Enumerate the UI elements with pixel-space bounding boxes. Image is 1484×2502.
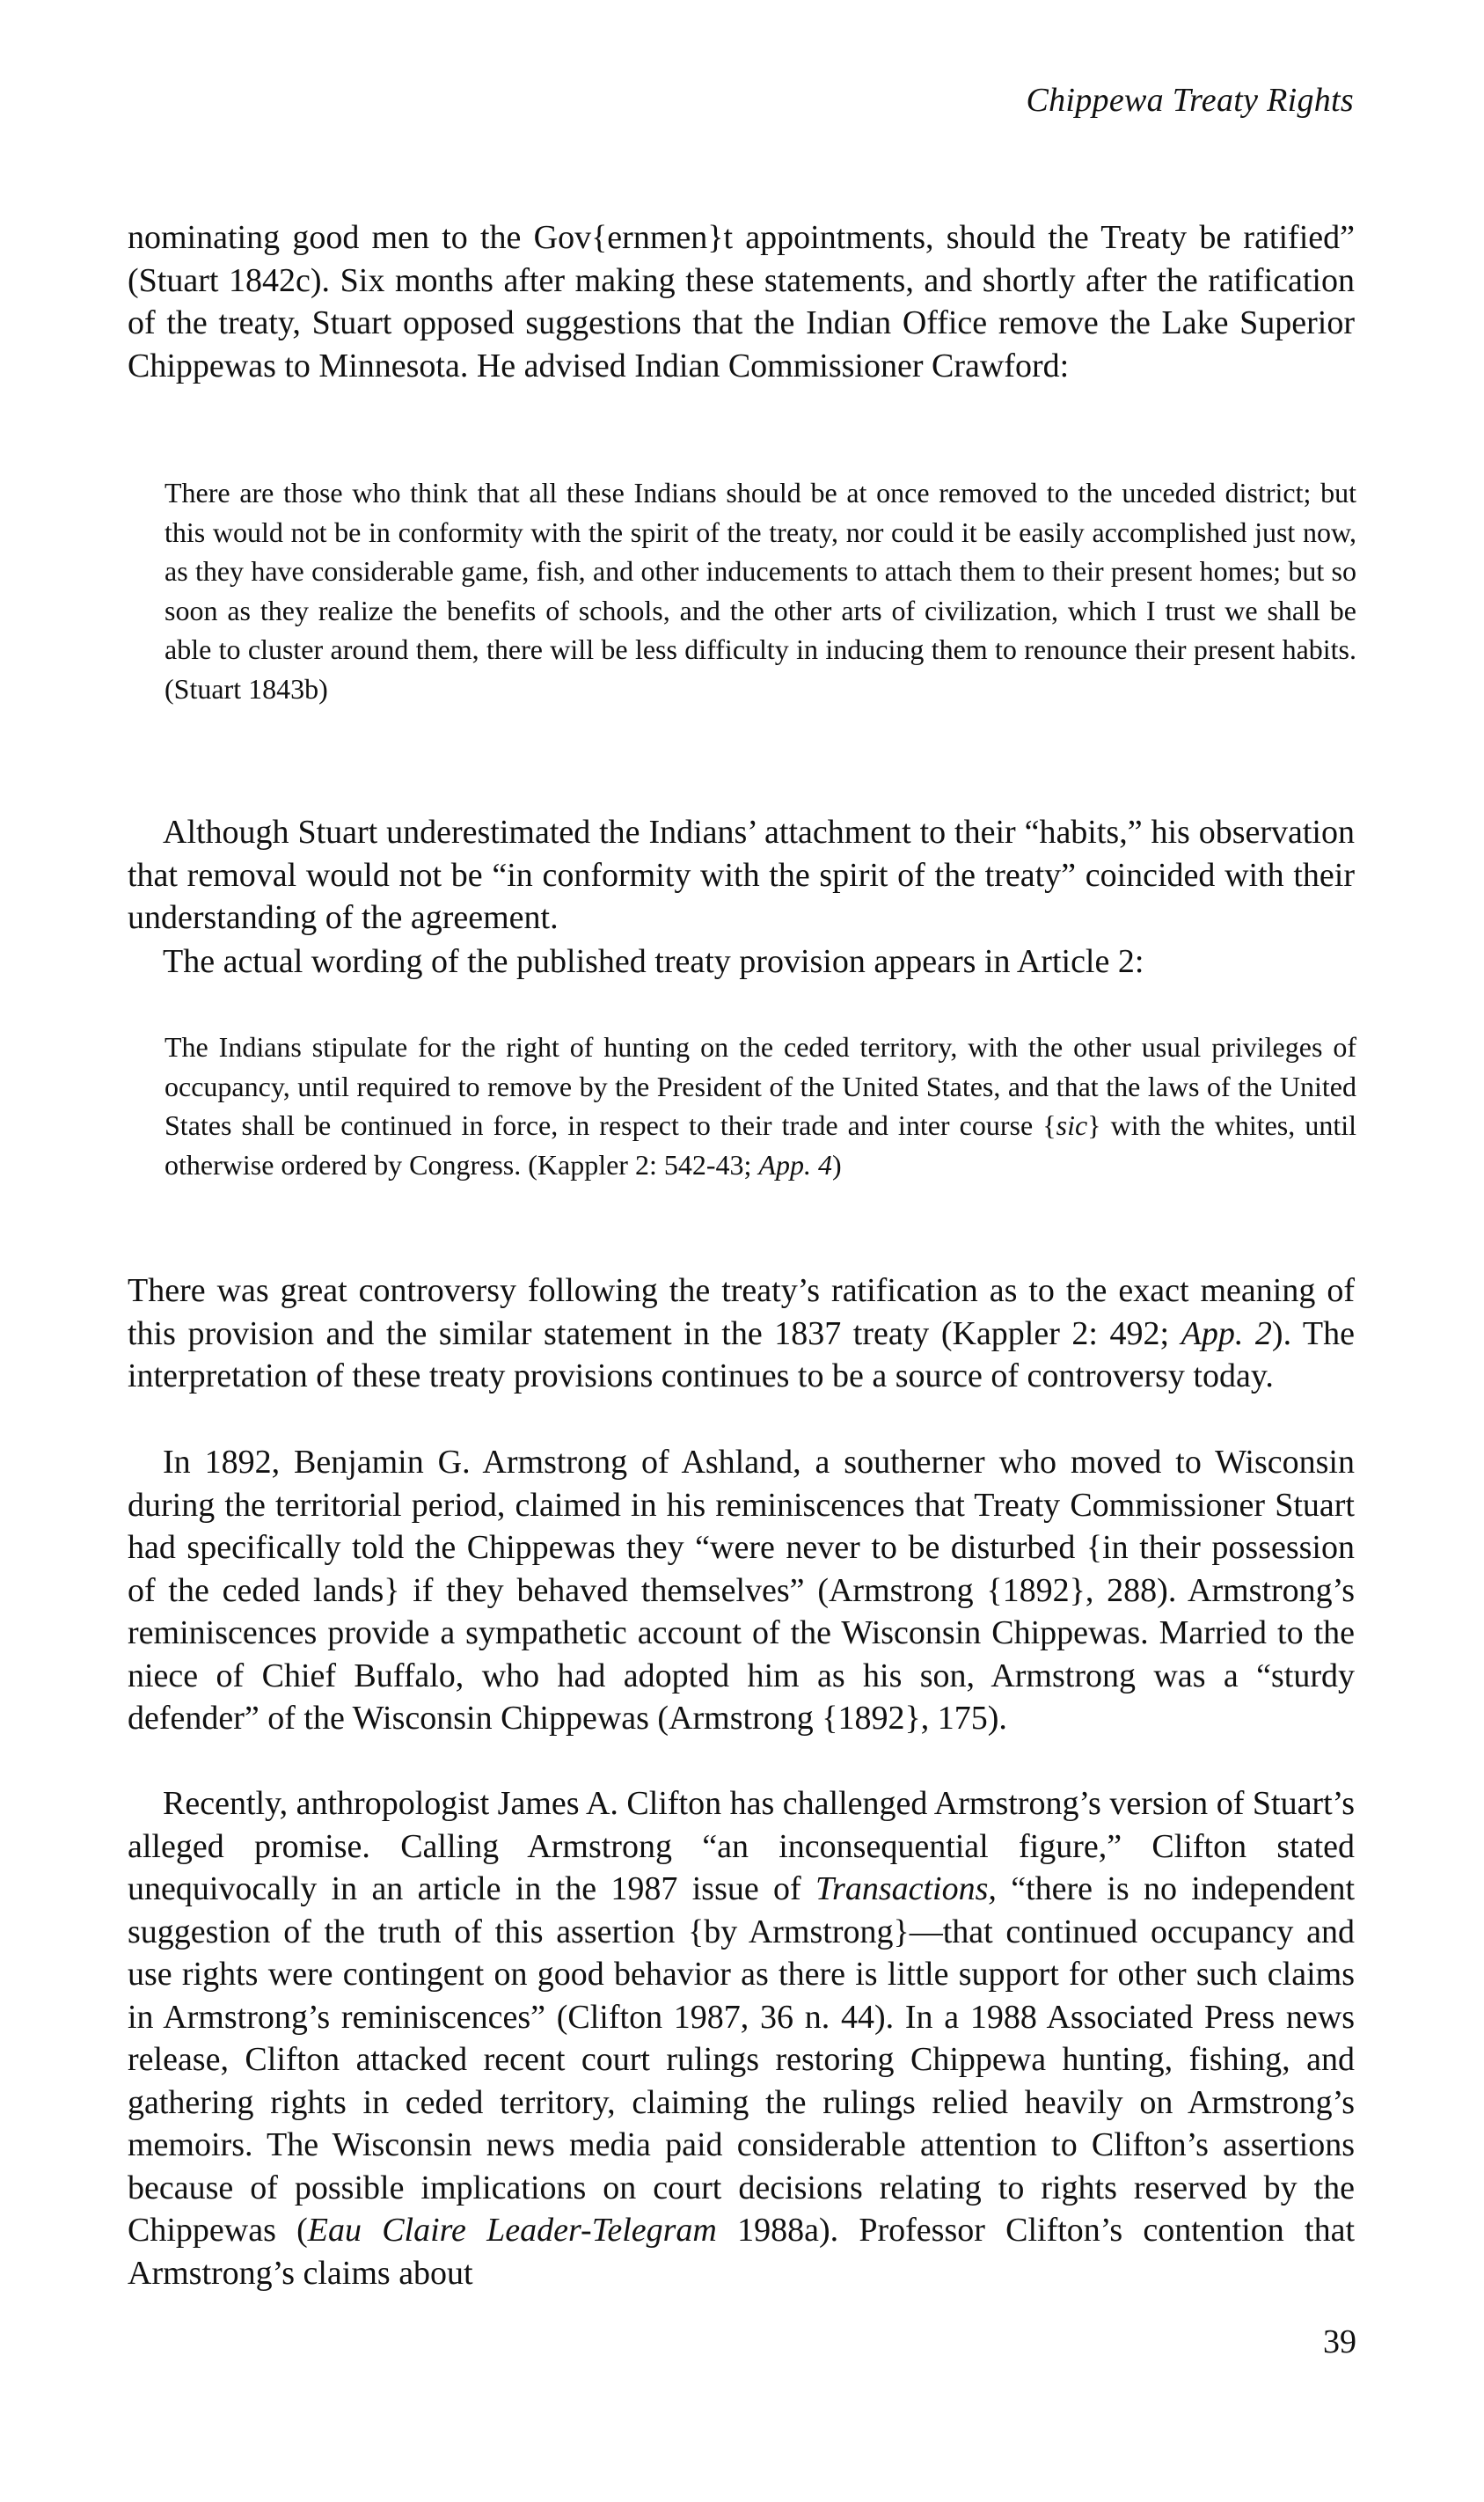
body-paragraph-1 xyxy=(128,216,1355,387)
quote-text: The Indians stipulate for the right of hunting on the ceded territory, with the other usual privileges of occupancy, until required to remove by the President of the United States, and that the laws of the United States shall be continued in force, in respect to their trade and inter course { xyxy=(164,1031,1356,1141)
journal-title: Transactions, xyxy=(815,1870,997,1907)
body-paragraph-6 xyxy=(128,1782,1355,2294)
newspaper-title: Eau Claire Leader-Telegram xyxy=(307,2212,717,2249)
paragraph-text: The actual wording of the published treaty provision appears in Article 2: xyxy=(163,943,1144,980)
running-head: Chippewa Treaty Rights xyxy=(1026,82,1354,119)
paragraph-text: nominating good men to the Gov{ernmen}t appointments, should the Treaty be ratified” (Stuart 1842c). Six months after making these statements, and shortly after the ratification of the treaty, Stuart opposed suggestions that the Indian Office remove the Lake Superior Chippewas to Minnesota. He advised Indian Commissioner Crawford: xyxy=(128,219,1355,384)
paragraph-text-part: ). The interpretation of these treaty provisions continues to be a source of controversy today. xyxy=(128,1314,1356,1394)
block-quote-stuart: There are those who think that all these Indians should be at once removed to the unceded district; but this would not be in conformity with the spirit of the treaty, nor could it be easily accomplished just now, as they have considerable game, fish, and other inducements to attach them to their present homes; but so soon as they realize the benefits of schools, and the other arts of civilization, which I trust we shall be able to cluster around them, there will be less difficulty in inducing them to renounce their present habits. (Stuart 1843b) xyxy=(164,477,1356,705)
paragraph-text-part: Recently, anthropologist James A. Clifton has challenged Armstrong’s version of Stuart’s alleged promise. Calling Armstrong “an inconsequential figure,” Clifton stated unequivocally in an article in the 1987 issue of xyxy=(128,1785,1355,1907)
body-paragraph-4 xyxy=(128,1269,1355,1398)
paragraph-text: Although Stuart underestimated the Indians’ attachment to their “habits,” his observation that removal would not be “in conformity with the spirit of the treaty” coincided with their understanding of the agreement. xyxy=(128,814,1355,936)
paragraph-text-part: “there is no independent suggestion of the truth of this assertion {by Armstrong}—that continued occupancy and use rights were contingent on good behavior as there is little support for other such claims in Armstrong’s reminiscences” (Clifton 1987, 36 n. 44). In a 1988 Associated Press news release, Clifton attacked recent court rulings restoring Chippewa hunting, fishing, and gathering rights in ceded territory, claiming the rulings relied heavily on Armstrong’s memoirs. The Wisconsin news media paid considerable attention to Clifton’s assertions because of possible implications on court decisions relating to rights reserved by the Chippewas ( xyxy=(128,1870,1355,2249)
body-paragraph-3 xyxy=(128,940,1355,984)
page-number: 39 xyxy=(1323,2323,1356,2360)
paragraph-text-part: 1988a). Professor Clifton’s contention that Armstrong’s claims about xyxy=(128,2212,1356,2292)
quote-text-continued: } with the whites, until otherwise ordered by Congress. (Kappler 2: 542-43; xyxy=(164,1109,1357,1181)
body-paragraph-5 xyxy=(128,1441,1355,1740)
paragraph-text xyxy=(128,1269,1355,1398)
appendix-ref: App. 2 xyxy=(1181,1314,1272,1352)
body-paragraph-2 xyxy=(128,811,1355,940)
paragraph-text: In 1892, Benjamin G. Armstrong of Ashland, a southerner who moved to Wisconsin during the territorial period, claimed in his reminiscences that Treaty Commissioner Stuart had specifically told the Chippewas they “were never to be disturbed {in their possession of the ceded lands} if they behaved themselves” (Armstrong {1892}, 288). Armstrong’s reminiscences provide a sympathetic account of the Wisconsin Chippewas. Married to the niece of Chief Buffalo, who had adopted him as his son, Armstrong was a “sturdy defender” of the Wisconsin Chippewas (Armstrong {1892}, 175). xyxy=(128,1444,1355,1737)
appendix-ref: App. 4 xyxy=(758,1148,832,1181)
quote-close: ) xyxy=(831,1148,842,1181)
block-quote-article-2 xyxy=(164,1028,1356,1184)
sic-marker: sic xyxy=(1056,1109,1088,1141)
paragraph-text xyxy=(128,1782,1355,2294)
paragraph-text-part: There was great controversy following the treaty’s ratification as to the exact meaning of this provision and the similar statement in the 1837 treaty (Kappler 2: 492; xyxy=(128,1272,1355,1352)
